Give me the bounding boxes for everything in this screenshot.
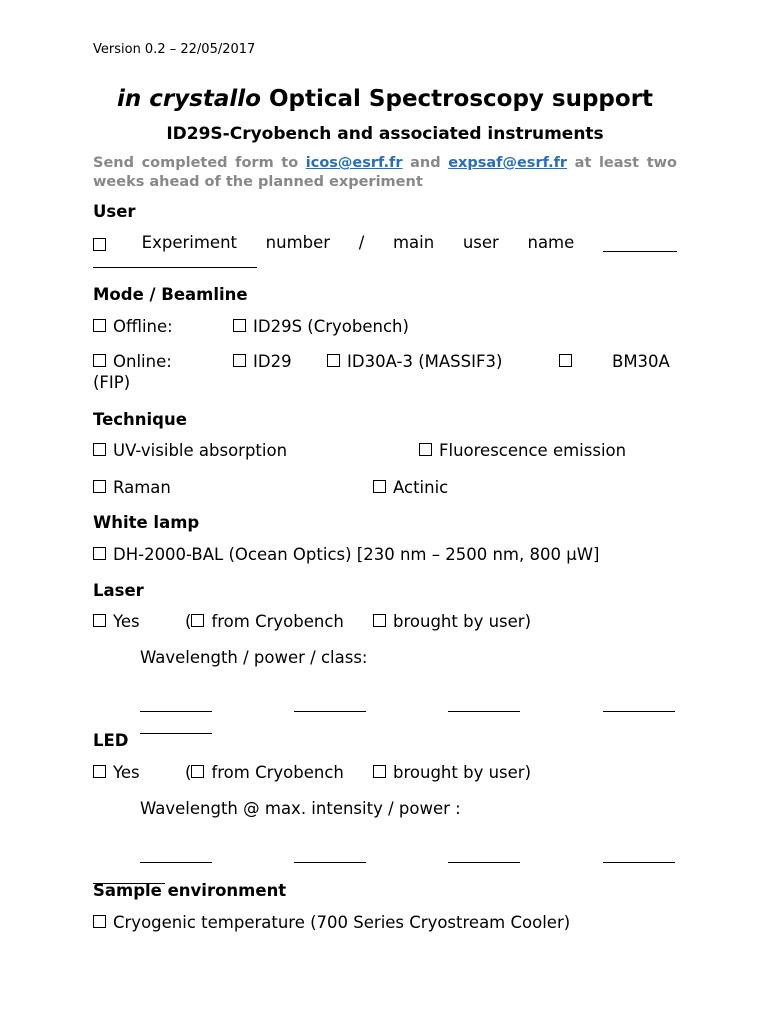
checkbox[interactable]	[93, 319, 106, 332]
user-blank-1[interactable]	[603, 251, 677, 252]
note-text: and	[402, 155, 449, 171]
section-heading-led: LED	[93, 731, 129, 750]
checkbox[interactable]	[93, 443, 106, 456]
checkbox[interactable]	[419, 443, 432, 456]
laser-blank-1[interactable]	[140, 697, 212, 716]
option-label: brought by user)	[393, 763, 532, 782]
user-label-word: /	[358, 233, 365, 252]
checkbox[interactable]	[93, 480, 106, 493]
submission-note	[93, 154, 677, 192]
option-offline[interactable]	[93, 317, 173, 336]
page-subtitle: ID29S-Cryobench and associated instruments	[166, 124, 604, 144]
checkbox[interactable]	[373, 614, 386, 627]
note-text: Send completed form to	[93, 155, 306, 171]
checkbox[interactable]	[93, 354, 106, 367]
option-label: DH-2000-BAL (Ocean Optics) [230 nm – 2500 nm, 800 µW]	[113, 545, 600, 564]
checkbox[interactable]	[93, 765, 106, 778]
paren: (	[185, 763, 192, 782]
checkbox[interactable]	[93, 547, 106, 560]
option-label: Cryogenic temperature (700 Series Cryostream Cooler)	[113, 913, 571, 932]
title-italic: in crystallo	[116, 86, 261, 112]
option-label: ID29S (Cryobench)	[253, 317, 409, 336]
user-label-word: name	[527, 233, 575, 252]
checkbox[interactable]	[327, 354, 340, 367]
checkbox[interactable]	[191, 765, 204, 778]
laser-blank-2[interactable]	[294, 697, 366, 716]
option-label: Online:	[113, 352, 172, 371]
laser-wavelength-label: Wavelength / power / class:	[140, 648, 368, 667]
paren: (	[185, 612, 192, 631]
version-line: Version 0.2 – 22/05/2017	[93, 42, 256, 57]
user-label-word: user	[462, 233, 499, 252]
page-title	[0, 86, 770, 112]
option-label: ID30A-3 (MASSIF3)	[347, 352, 503, 371]
option-raman[interactable]	[93, 478, 171, 497]
option-fip-label: (FIP)	[93, 373, 131, 392]
option-led-yes[interactable]	[93, 763, 140, 782]
section-heading-laser: Laser	[93, 581, 144, 600]
user-label-word: number	[265, 233, 331, 252]
option-led-from-cryobench[interactable]	[185, 763, 344, 782]
option-laser-from-cryobench[interactable]	[185, 612, 344, 631]
option-actinic[interactable]	[373, 478, 448, 497]
option-label: Yes	[113, 612, 140, 631]
option-label: UV-visible absorption	[113, 441, 288, 460]
option-uv-visible[interactable]	[93, 441, 287, 460]
led-wavelength-label: Wavelength @ max. intensity / power :	[140, 799, 461, 818]
section-heading-user: User	[93, 202, 136, 221]
option-online[interactable]	[93, 352, 172, 371]
laser-blank-5[interactable]	[140, 719, 212, 738]
checkbox[interactable]	[373, 480, 386, 493]
option-label: from Cryobench	[211, 612, 344, 631]
section-heading-mode: Mode / Beamline	[93, 285, 248, 304]
note-text: at least two weeks ahead of the planned experiment	[93, 155, 677, 190]
email-link-icos[interactable]: icos@esrf.fr	[305, 155, 403, 171]
option-label: Actinic	[393, 478, 449, 497]
laser-blank-3[interactable]	[448, 697, 520, 716]
led-blank-1[interactable]	[140, 848, 212, 867]
option-bm30a-label: BM30A	[612, 352, 670, 371]
option-id29s[interactable]	[233, 317, 409, 336]
user-label-word: main	[392, 233, 435, 252]
option-white-lamp[interactable]	[93, 545, 599, 564]
option-label: brought by user)	[393, 612, 532, 631]
led-blank-4[interactable]	[603, 848, 675, 867]
user-field-row	[93, 233, 677, 252]
led-blank-3[interactable]	[448, 848, 520, 867]
checkbox[interactable]	[93, 614, 106, 627]
option-id30a3[interactable]	[327, 352, 502, 371]
option-label: Offline:	[113, 317, 173, 336]
option-cryogenic[interactable]	[93, 913, 570, 932]
section-heading-white-lamp: White lamp	[93, 513, 200, 532]
checkbox[interactable]	[233, 354, 246, 367]
section-heading-sample-environment: Sample environment	[93, 881, 287, 900]
user-label-word: Experiment	[141, 233, 237, 252]
checkbox[interactable]	[233, 319, 246, 332]
option-label: Raman	[113, 478, 171, 497]
led-blank-2[interactable]	[294, 848, 366, 867]
email-link-expsaf[interactable]: expsaf@esrf.fr	[448, 155, 568, 171]
checkbox-bm30a[interactable]	[559, 352, 579, 371]
checkbox[interactable]	[373, 765, 386, 778]
option-fluorescence[interactable]	[419, 441, 626, 460]
checkbox-user[interactable]	[93, 238, 106, 251]
checkbox[interactable]	[191, 614, 204, 627]
option-label: ID29	[253, 352, 292, 371]
option-id29[interactable]	[233, 352, 292, 371]
title-rest: Optical Spectroscopy support	[260, 86, 654, 112]
option-laser-yes[interactable]	[93, 612, 140, 631]
option-label: Fluorescence emission	[439, 441, 627, 460]
user-blank-2[interactable]	[93, 253, 257, 272]
option-laser-brought[interactable]	[373, 612, 531, 631]
option-label: from Cryobench	[211, 763, 344, 782]
checkbox[interactable]	[559, 354, 572, 367]
checkbox[interactable]	[93, 915, 106, 928]
laser-blank-4[interactable]	[603, 697, 675, 716]
option-label: Yes	[113, 763, 140, 782]
section-heading-technique: Technique	[93, 410, 187, 429]
option-led-brought[interactable]	[373, 763, 531, 782]
